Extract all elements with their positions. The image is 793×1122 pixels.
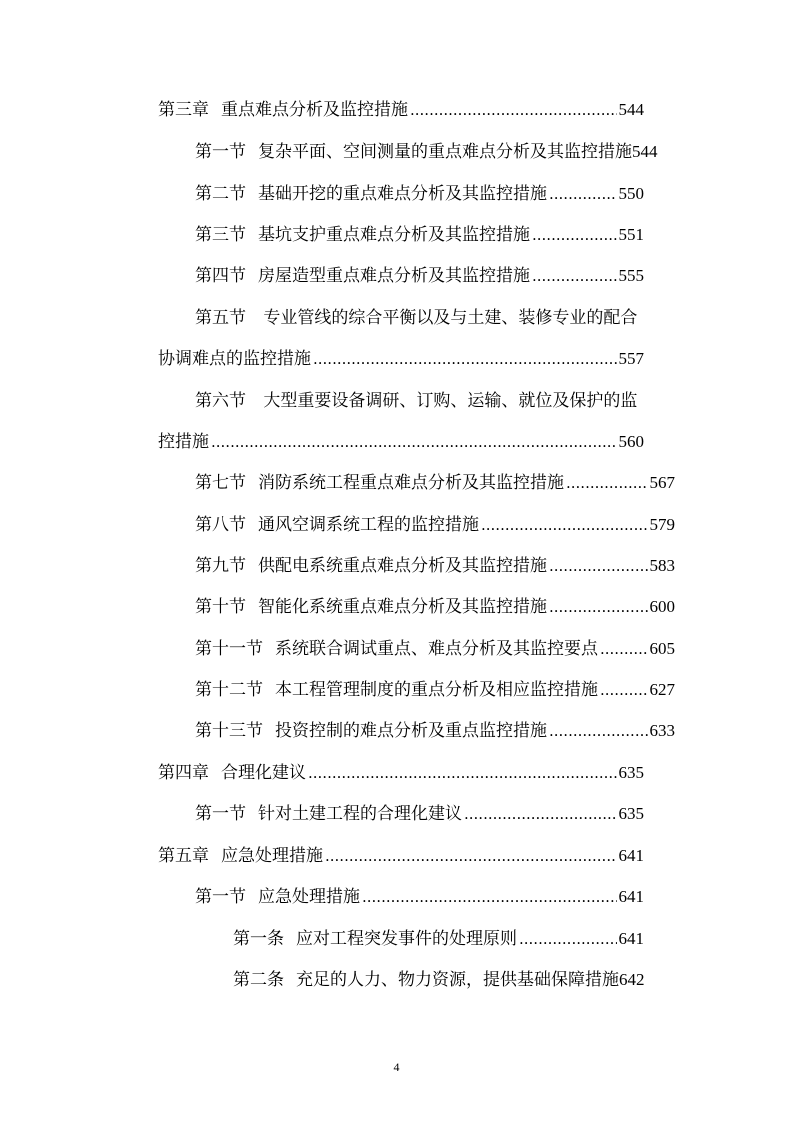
dot-leader <box>464 801 617 827</box>
toc-entry-title: 应急处理措施 <box>258 887 360 907</box>
dot-leader <box>549 594 648 620</box>
dot-leader <box>308 760 617 786</box>
page-number: 4 <box>393 1060 400 1074</box>
toc-entry-number: 第一条 <box>233 929 284 949</box>
toc-entry-title-continued: 控措施 <box>158 432 209 452</box>
toc-entry-page: 544 <box>632 142 658 161</box>
toc-entry-page: 605 <box>649 639 675 658</box>
toc-entry-page: 551 <box>618 225 644 244</box>
dot-leader <box>549 553 648 579</box>
toc-entry-page: 641 <box>618 887 644 906</box>
dot-leader <box>410 97 617 123</box>
toc-entry-title: 充足的人力、物力资源，提供基础保障措施 <box>296 970 619 990</box>
toc-entry-title: 基础开挖的重点难点分析及其监控措施 <box>258 184 547 204</box>
toc-entry-number: 第十三节 <box>195 721 263 741</box>
toc-entry-page: 635 <box>618 763 644 782</box>
toc-entry-page: 635 <box>618 804 644 823</box>
toc-entry-title: 应对工程突发事件的处理原则 <box>296 929 517 949</box>
toc-entry-section-5[interactable] <box>195 305 675 331</box>
toc-entry-title: 投资控制的难点分析及重点监控措施 <box>275 721 547 741</box>
toc-entry-section-9[interactable] <box>195 553 675 579</box>
toc-entry-number: 第一节 <box>195 887 246 907</box>
toc-entry-chapter-4[interactable] <box>158 760 644 786</box>
toc-entry-title: 本工程管理制度的重点分析及相应监控措施 <box>275 680 598 700</box>
toc-entry-section-8[interactable] <box>195 512 675 538</box>
toc-entry-title: 智能化系统重点难点分析及其监控措施 <box>258 597 547 617</box>
dot-leader <box>600 677 648 703</box>
toc-entry-number: 第九节 <box>195 556 246 576</box>
toc-entry-chapter-5[interactable] <box>158 843 644 869</box>
toc-entry-page: 641 <box>618 929 644 948</box>
toc-entry-title: 系统联合调试重点、难点分析及其监控要点 <box>275 639 598 659</box>
dot-leader <box>532 222 617 248</box>
toc-entry-number: 第八节 <box>195 515 246 535</box>
toc-entry-page: 560 <box>618 432 644 451</box>
toc-entry-page: 550 <box>618 184 644 203</box>
toc-entry-article-2[interactable] <box>233 967 703 993</box>
toc-entry-section-6[interactable] <box>195 388 675 414</box>
toc-entry-number: 第七节 <box>195 473 246 493</box>
toc-entry-title: 应急处理措施 <box>221 846 323 866</box>
toc-entry-chapter-5-section-1[interactable] <box>195 884 644 910</box>
toc-entry-title-continued: 协调难点的监控措施 <box>158 349 311 369</box>
dot-leader <box>519 926 617 952</box>
toc-entry-title: 大型重要设备调研、订购、运输、就位及保护的监 <box>263 391 638 411</box>
toc-entry-section-4[interactable] <box>195 263 644 289</box>
toc-entry-number: 第五章 <box>158 846 209 866</box>
toc-entry-page: 633 <box>649 721 675 740</box>
dot-leader <box>600 636 648 662</box>
toc-entry-page: 600 <box>649 597 675 616</box>
toc-entry-title: 基坑支护重点难点分析及其监控措施 <box>258 225 530 245</box>
toc-entry-chapter-4-section-1[interactable] <box>195 801 644 827</box>
toc-entry-number: 第四节 <box>195 266 246 286</box>
toc-entry-page: 579 <box>649 515 675 534</box>
dot-leader <box>325 843 617 869</box>
toc-entry-section-7[interactable] <box>195 470 675 496</box>
dot-leader <box>532 263 617 289</box>
toc-entry-title: 供配电系统重点难点分析及其监控措施 <box>258 556 547 576</box>
dot-leader <box>313 346 617 372</box>
toc-entry-section-11[interactable] <box>195 636 675 662</box>
dot-leader <box>566 470 648 496</box>
toc-entry-section-5-continued[interactable] <box>158 346 644 372</box>
toc-entry-section-13[interactable] <box>195 718 675 744</box>
dot-leader <box>481 512 648 538</box>
dot-leader <box>549 718 648 744</box>
dot-leader <box>362 884 617 910</box>
toc-entry-section-6-continued[interactable] <box>158 429 644 455</box>
toc-entry-page: 627 <box>649 680 675 699</box>
toc-entry-page: 555 <box>618 266 644 285</box>
toc-entry-title: 针对土建工程的合理化建议 <box>258 804 462 824</box>
toc-entry-section-12[interactable] <box>195 677 675 703</box>
toc-entry-title: 复杂平面、空间测量的重点难点分析及其监控措施 <box>258 142 632 162</box>
toc-entry-number: 第四章 <box>158 763 209 783</box>
toc-entry-title: 重点难点分析及监控措施 <box>221 100 408 120</box>
toc-entry-number: 第五节 <box>195 308 246 328</box>
toc-entry-number: 第二条 <box>233 970 284 990</box>
toc-entry-number: 第十节 <box>195 597 246 617</box>
toc-entry-article-1[interactable] <box>233 926 644 952</box>
toc-entry-section-1[interactable] <box>195 139 705 165</box>
dot-leader <box>211 429 617 455</box>
toc-entry-section-3[interactable] <box>195 222 644 248</box>
toc-entry-page: 641 <box>618 846 644 865</box>
toc-entry-title: 通风空调系统工程的监控措施 <box>258 515 479 535</box>
toc-entry-page: 567 <box>649 473 675 492</box>
dot-leader <box>549 181 617 207</box>
toc-entry-number: 第十一节 <box>195 639 263 659</box>
toc-entry-number: 第二节 <box>195 184 246 204</box>
toc-entry-number: 第一节 <box>195 142 246 162</box>
toc-entry-number: 第三章 <box>158 100 209 120</box>
toc-entry-page: 544 <box>618 100 644 119</box>
toc-entry-number: 第一节 <box>195 804 246 824</box>
toc-entry-number: 第十二节 <box>195 680 263 700</box>
toc-entry-section-2[interactable] <box>195 181 644 207</box>
toc-entry-number: 第三节 <box>195 225 246 245</box>
toc-entry-title: 消防系统工程重点难点分析及其监控措施 <box>258 473 564 493</box>
toc-entry-title: 专业管线的综合平衡以及与土建、装修专业的配合 <box>263 308 638 328</box>
toc-entry-number: 第六节 <box>195 391 246 411</box>
toc-entry-page: 557 <box>618 349 644 368</box>
toc-entry-section-10[interactable] <box>195 594 675 620</box>
toc-entry-chapter-3[interactable] <box>158 97 644 123</box>
toc-entry-title: 房屋造型重点难点分析及其监控措施 <box>258 266 530 286</box>
toc-entry-title: 合理化建议 <box>221 763 306 783</box>
toc-entry-page: 583 <box>649 556 675 575</box>
toc-entry-page: 642 <box>619 970 645 989</box>
